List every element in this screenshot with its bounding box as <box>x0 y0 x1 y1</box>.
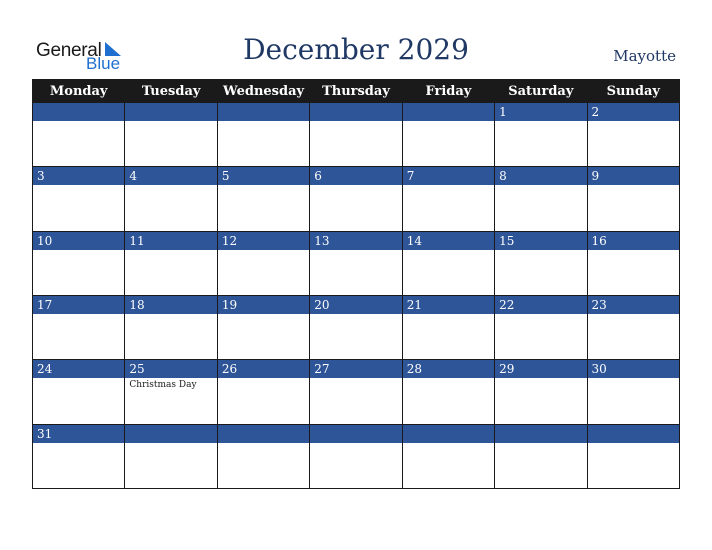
day-number: 31 <box>33 425 124 443</box>
day-number: 8 <box>495 167 586 185</box>
logo-word-blue: Blue <box>86 54 121 73</box>
day-cell <box>217 360 309 424</box>
day-cell <box>125 231 217 295</box>
day-cell <box>310 231 402 295</box>
day-cell <box>402 424 494 488</box>
day-number: 9 <box>588 167 679 185</box>
day-number: 23 <box>588 296 679 314</box>
day-cell <box>217 103 309 167</box>
day-cell <box>217 424 309 488</box>
day-number <box>403 103 494 121</box>
day-cell <box>495 360 587 424</box>
day-number: 12 <box>218 232 309 250</box>
day-cell <box>587 103 679 167</box>
day-number <box>218 103 309 121</box>
day-cell <box>402 167 494 231</box>
day-number <box>403 425 494 443</box>
day-number <box>495 425 586 443</box>
day-number <box>125 103 216 121</box>
day-cell <box>495 231 587 295</box>
day-number: 20 <box>310 296 401 314</box>
calendar-title: December 2029 <box>243 33 469 66</box>
day-number <box>218 425 309 443</box>
day-cell <box>125 103 217 167</box>
weekday-header-row <box>33 80 680 103</box>
week-row <box>33 295 680 359</box>
day-cell <box>33 103 125 167</box>
day-cell <box>495 424 587 488</box>
weekday-friday: Friday <box>402 80 494 103</box>
day-cell <box>310 167 402 231</box>
day-cell <box>33 424 125 488</box>
day-cell <box>33 295 125 359</box>
day-number: 16 <box>588 232 679 250</box>
day-number: 10 <box>33 232 124 250</box>
weekday-monday: Monday <box>33 80 125 103</box>
day-number: 27 <box>310 360 401 378</box>
day-number <box>125 425 216 443</box>
day-cell <box>587 360 679 424</box>
day-number: 1 <box>495 103 586 121</box>
day-cell <box>33 167 125 231</box>
day-cell <box>125 167 217 231</box>
day-cell <box>125 295 217 359</box>
day-number: 19 <box>218 296 309 314</box>
day-number: 29 <box>495 360 586 378</box>
day-number: 17 <box>33 296 124 314</box>
weekday-thursday: Thursday <box>310 80 402 103</box>
calendar-body <box>33 103 680 489</box>
weekday-tuesday: Tuesday <box>125 80 217 103</box>
day-number: 5 <box>218 167 309 185</box>
calendar-grid <box>32 79 680 489</box>
logo-word-general: General <box>36 40 102 61</box>
day-cell <box>587 231 679 295</box>
day-cell <box>33 231 125 295</box>
day-cell <box>33 360 125 424</box>
day-cell <box>495 167 587 231</box>
weekday-saturday: Saturday <box>495 80 587 103</box>
day-cell <box>402 231 494 295</box>
day-number <box>310 103 401 121</box>
holiday-label: Christmas Day <box>129 380 197 391</box>
week-row <box>33 103 680 167</box>
day-cell <box>587 424 679 488</box>
day-number: 13 <box>310 232 401 250</box>
day-number: 25 <box>125 360 216 378</box>
day-number: 18 <box>125 296 216 314</box>
region-label: Mayotte <box>613 47 676 65</box>
day-number <box>33 103 124 121</box>
day-cell <box>125 360 217 424</box>
day-number: 6 <box>310 167 401 185</box>
day-cell <box>217 231 309 295</box>
day-number: 7 <box>403 167 494 185</box>
day-cell <box>495 295 587 359</box>
day-cell <box>310 424 402 488</box>
day-cell <box>402 295 494 359</box>
day-number <box>310 425 401 443</box>
day-cell <box>310 103 402 167</box>
week-row <box>33 360 680 424</box>
day-number: 26 <box>218 360 309 378</box>
weekday-wednesday: Wednesday <box>217 80 309 103</box>
day-number: 3 <box>33 167 124 185</box>
day-cell <box>587 295 679 359</box>
weekday-sunday: Sunday <box>587 80 679 103</box>
day-cell <box>310 360 402 424</box>
day-cell <box>495 103 587 167</box>
day-number: 30 <box>588 360 679 378</box>
week-row <box>33 231 680 295</box>
week-row <box>33 424 680 488</box>
day-cell <box>402 103 494 167</box>
week-row <box>33 167 680 231</box>
day-cell <box>217 295 309 359</box>
day-number: 15 <box>495 232 586 250</box>
day-number: 22 <box>495 296 586 314</box>
day-number: 2 <box>588 103 679 121</box>
day-cell <box>310 295 402 359</box>
day-cell <box>125 424 217 488</box>
day-number <box>588 425 679 443</box>
day-number: 14 <box>403 232 494 250</box>
day-cell <box>217 167 309 231</box>
day-cell <box>402 360 494 424</box>
day-number: 21 <box>403 296 494 314</box>
day-number: 28 <box>403 360 494 378</box>
day-number: 4 <box>125 167 216 185</box>
day-cell <box>587 167 679 231</box>
day-number: 11 <box>125 232 216 250</box>
day-number: 24 <box>33 360 124 378</box>
